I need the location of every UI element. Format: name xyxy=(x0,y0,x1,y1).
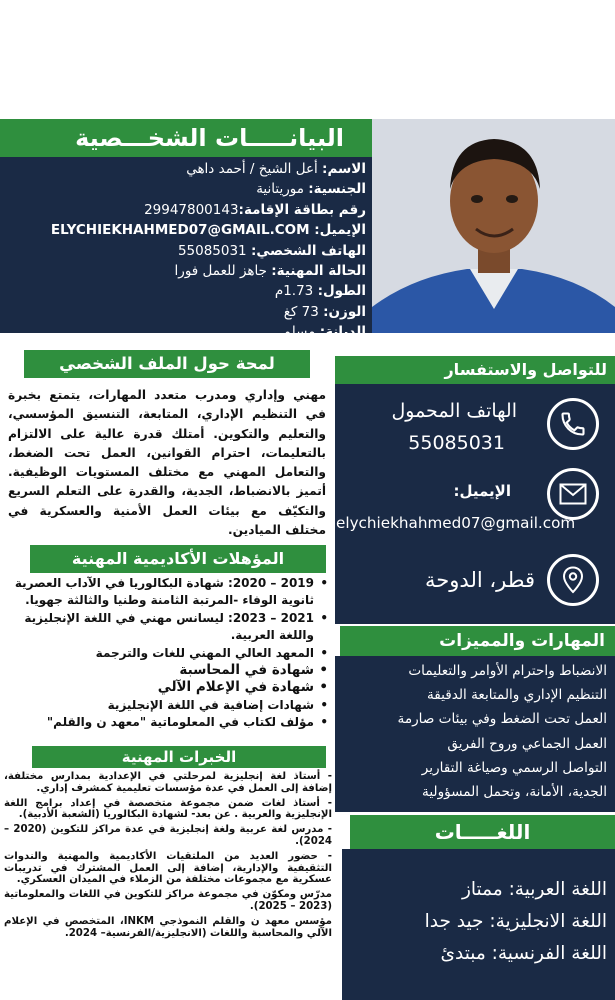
work-status-row: الحالة المهنية: جاهز للعمل فورا xyxy=(174,263,366,280)
weight-row: الوزن: 73 كغ xyxy=(283,303,366,320)
phone-label: الهاتف المحمول xyxy=(391,400,517,422)
language-item: اللغة العربية: ممتاز xyxy=(461,879,607,900)
phone-number: 55085031 xyxy=(408,432,505,454)
list-item: • المعهد العالي المهني للغات والترجمة xyxy=(0,645,314,662)
email-label: الإيميل: xyxy=(453,482,511,500)
personal-info-title: البيانـــــات الشخـــصية xyxy=(0,119,372,157)
list-item: • شهادة في المحاسبة xyxy=(0,662,314,679)
religion-row: الديانة: مسلم xyxy=(282,324,366,341)
phone-icon xyxy=(547,398,599,450)
address: قطر، الدوحة xyxy=(425,568,535,592)
contact-box xyxy=(335,384,615,624)
list-item: • شهادات إضافية في اللغة الإنجليزية xyxy=(0,697,314,714)
experience-title: الخبرات المهنية xyxy=(32,746,326,768)
academic-list xyxy=(0,575,332,732)
skill-item: الانضباط واحترام الأوامر والتعليمات xyxy=(408,663,607,679)
list-item: ثانوية الوفاء -المرتبة الثامنة وطنيا والثالثة جهويا. xyxy=(25,593,314,608)
email-row: الإيميل: ELYCHIEKHAHMED07@GMAIL.COM xyxy=(50,222,366,239)
skill-item: التنظيم الإداري والمتابعة الدقيقة xyxy=(427,687,607,704)
contact-title: للتواصل والاستفسار xyxy=(335,356,615,384)
list-item: • مؤلف لكتاب في المعلوماتية "معهد ن والقلم" xyxy=(0,714,314,731)
experience-paragraph: - حضور العديد من الملتقيات الأكاديمية والمهنية والندوات التثقيفية والإدارية، إضافة إلى العمل المشترك في تدريبات عسكرية مع مجموعات مختلفة من الزملاء في الميدان العسكري. xyxy=(4,850,332,886)
experience-paragraph: - أستاذ لغات ضمن مجموعة متخصصة في إعداد برامج اللغة الإنجليزية والعربية . عن بعد- لشهادة البكالوريا (الشعبة الأدبية). xyxy=(4,797,332,821)
academic-title: المؤهلات الأكاديمية المهنية xyxy=(30,545,326,573)
profile-summary-title: لمحة حول الملف الشخصي xyxy=(24,350,310,378)
list-item: • 2019 – 2020: شهادة البكالوريا في الآداب العصرية xyxy=(0,575,314,592)
personal-info-box xyxy=(0,157,372,341)
languages-box xyxy=(342,849,615,1000)
experience-paragraph: مدرّس ومكوّن في مجموعة مراكز للتكوين في اللغات والمعلوماتية (2023 – 2025). xyxy=(4,889,332,912)
experience-paragraph: - أستاذ لغة إنجليزية لمرحلتي في الإعدادية بمدارس مختلفة، إضافة إلى العمل في عدة مؤسسات تعليمية كمشرف إداري. xyxy=(4,771,332,794)
skill-item: العمل تحت الضغط وفي بيئات صارمة xyxy=(397,711,607,728)
profile-photo xyxy=(372,119,615,333)
skills-box xyxy=(335,656,615,812)
experience-paragraph: مؤسس معهد ن والقلم النموذجي INKM، المتخصص في الإعلام الآلي والمحاسبة واللغات (الانجليزية/الفرنسية– 2024. xyxy=(4,915,332,939)
skill-item: التواصل الرسمي وصياغة التقارير xyxy=(421,759,607,776)
skill-item: العمل الجماعي وروح الفريق xyxy=(447,735,607,752)
language-item: اللغة الانجليزية: جيد جدا xyxy=(424,911,607,932)
list-item: • شهادة في الإعلام الآلي xyxy=(0,679,314,696)
skill-item: الجدية، الأمانة، وتحمل المسؤولية xyxy=(422,784,607,801)
height-row: الطول: 1.73م xyxy=(274,283,366,300)
experience-text xyxy=(4,771,332,942)
skills-title: المهارات والمميزات xyxy=(340,626,615,656)
nationality-row: الجنسية: موريتانية xyxy=(256,181,366,198)
profile-summary-text: مهني وإداري ومدرب متعدد المهارات، يتمتع بخبرة في التنظيم الإداري، المتابعة، التنسيق المؤسسي، والتعليم والتكوين. أمتلك قدرة عالية على الالتزام بالتعليمات، احترام القوانين، العمل تحت الضغط، والتعامل المهني مع مختلف المستويات الوظيفية. أتميز بالانضباط، الجدية، والقدرة على التعلم السريع والتكيّف مع بيئات العمل الأمنية والعسكرية في مختلف الميادين. xyxy=(8,388,326,538)
location-pin-icon xyxy=(547,554,599,606)
envelope-icon xyxy=(547,468,599,520)
phone-row: الهاتف الشخصي: 55085031 xyxy=(177,242,366,259)
person-portrait-icon xyxy=(372,119,615,333)
residence-id-row: رقم بطاقة الإقامة:29947800143 xyxy=(144,201,366,218)
list-item: • 2021 – 2023: ليسانس مهني في اللغة الإنجليزية واللغة العربية. xyxy=(0,610,314,645)
name-row: الاسم: أعل الشيخ / أحمد داهي xyxy=(186,161,366,177)
email-link[interactable]: elychiekhahmed07@gmail.com xyxy=(336,514,576,532)
languages-title: اللغـــــات xyxy=(350,815,615,849)
language-item: اللغة الفرنسية: مبتدئ xyxy=(440,943,607,964)
experience-paragraph: - مدرس لغة عربية ولغة إنجليزية في عدة مراكز للتكوين (2020 – 2024). xyxy=(4,824,332,847)
